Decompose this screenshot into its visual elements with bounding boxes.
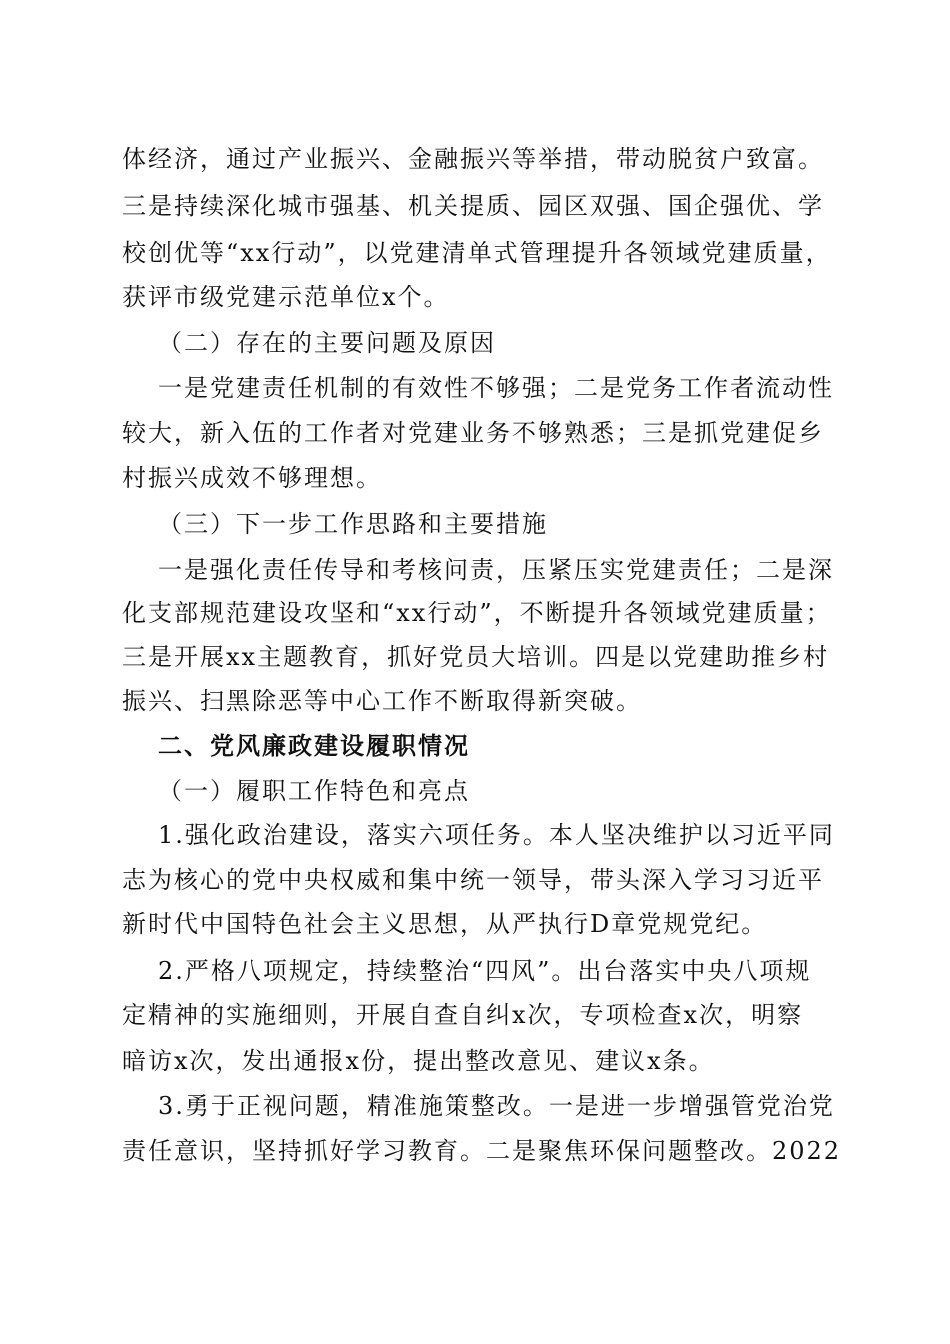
paragraph-line: 2.严格八项规定，持续整治“四风”。出台落实中央八项规 bbox=[158, 957, 812, 985]
paragraph-line: 获评市级党建示范单位x个。 bbox=[122, 283, 450, 311]
paragraph-line: 村振兴成效不够理想。 bbox=[122, 464, 382, 492]
paragraph-line: 化支部规范建设攻坚和“xx行动”，不断提升各领域党建质量； bbox=[122, 599, 832, 627]
paragraph-line: 1.强化政治建设，落实六项任务。本人坚决维护以习近平同 bbox=[158, 821, 835, 849]
paragraph-line: 志为核心的党中央权威和集中统一领导，带头深入学习习近平 bbox=[122, 866, 824, 894]
paragraph-line: 三是开展xx主题教育，抓好党员大培训。四是以党建助推乡村 bbox=[122, 643, 830, 671]
paragraph-line: 较大，新入伍的工作者对党建业务不够熟悉；三是抓党建促乡 bbox=[122, 419, 824, 447]
paragraph-line: 3.勇于正视问题，精准施策整改。一是进一步增强管党治党 bbox=[158, 1092, 835, 1120]
section-heading: （一）履职工作特色和亮点 bbox=[158, 777, 470, 805]
paragraph-line: 振兴、扫黑除恶等中心工作不断取得新突破。 bbox=[122, 687, 642, 715]
chapter-heading: 二、党风廉政建设履职情况 bbox=[158, 732, 470, 760]
section-heading: （三）下一步工作思路和主要措施 bbox=[158, 510, 548, 538]
paragraph-line: 体经济，通过产业振兴、金融振兴等举措，带动脱贫户致富。 bbox=[122, 145, 824, 173]
paragraph-line: 一是党建责任机制的有效性不够强；二是党务工作者流动性 bbox=[158, 374, 834, 402]
paragraph-line: 新时代中国特色社会主义思想，从严执行D章党规党纪。 bbox=[122, 910, 768, 938]
paragraph-line: 一是强化责任传导和考核问责，压紧压实党建责任；二是深 bbox=[158, 556, 834, 584]
section-heading: （二）存在的主要问题及原因 bbox=[158, 329, 496, 357]
paragraph-line: 责任意识，坚持抓好学习教育。二是聚焦环保问题整改。2022 bbox=[122, 1137, 842, 1165]
paragraph-line: 三是持续深化城市强基、机关提质、园区双强、国企强优、学 bbox=[122, 192, 824, 220]
paragraph-line: 定精神的实施细则，开展自查自纠x次，专项检查x次，明察 bbox=[122, 1001, 804, 1029]
paragraph-line: 暗访x次，发出通报x份，提出整改意见、建议x条。 bbox=[122, 1047, 715, 1075]
paragraph-line: 校创优等“xx行动”，以党建清单式管理提升各领域党建质量， bbox=[122, 239, 832, 267]
